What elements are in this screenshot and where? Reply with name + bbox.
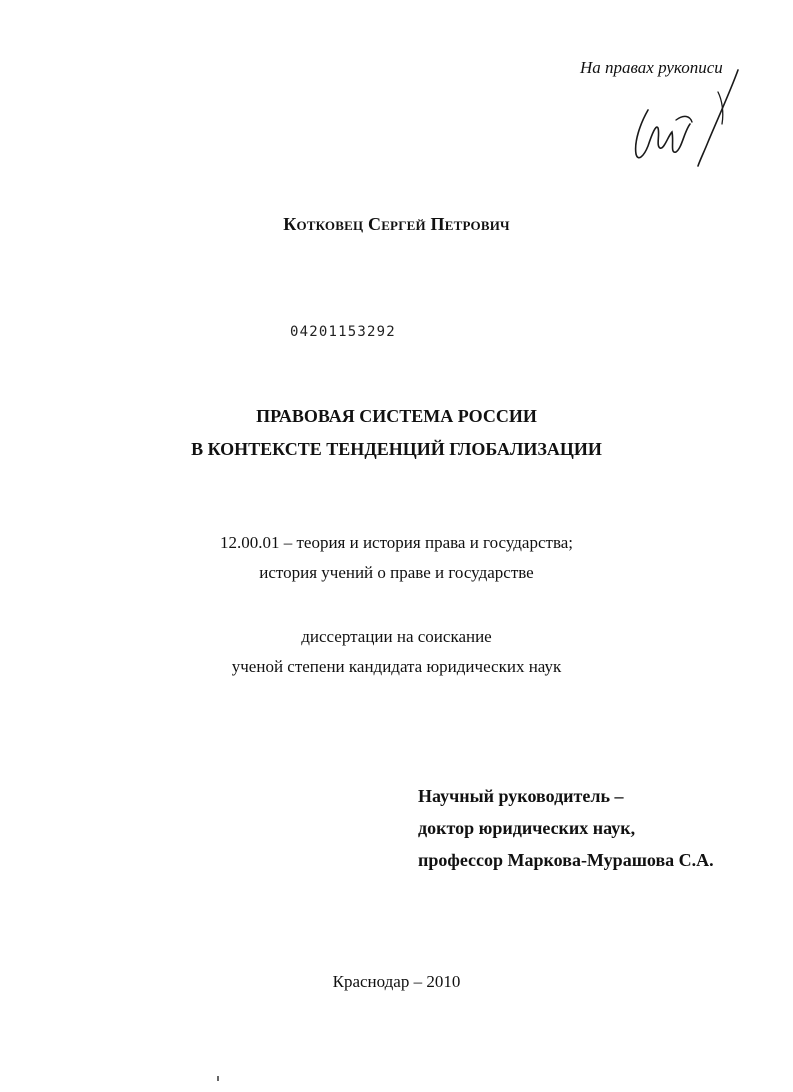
degree-line: диссертации на соискание <box>301 627 492 646</box>
catalog-number: 04201153292 <box>290 324 396 340</box>
city-year: Краснодар – 2010 <box>332 972 461 991</box>
title-line: ПРАВОВАЯ СИСТЕМА РОССИИ <box>256 406 537 426</box>
signature-handwritten <box>618 62 758 174</box>
scan-artifact <box>217 1076 219 1081</box>
supervisor-line: доктор юридических наук, <box>418 818 636 838</box>
supervisor-line: Научный руководитель – <box>418 786 624 806</box>
specialty-line: история учений о праве и государстве <box>259 563 534 582</box>
dissertation-title <box>0 400 793 466</box>
title-line: В КОНТЕКСТЕ ТЕНДЕНЦИЙ ГЛОБАЛИЗАЦИИ <box>191 439 602 459</box>
rights-note: На правах рукописи <box>580 58 723 77</box>
supervisor-line: профессор Маркова-Мурашова С.А. <box>418 850 714 870</box>
degree-statement <box>0 622 793 682</box>
author-name: Котковец Сергей Петрович <box>283 214 510 234</box>
specialty-code <box>0 528 793 588</box>
degree-line: ученой степени кандидата юридических наук <box>231 657 562 676</box>
supervisor-block <box>418 780 714 876</box>
specialty-line: 12.00.01 – теория и история права и государства; <box>219 533 574 552</box>
